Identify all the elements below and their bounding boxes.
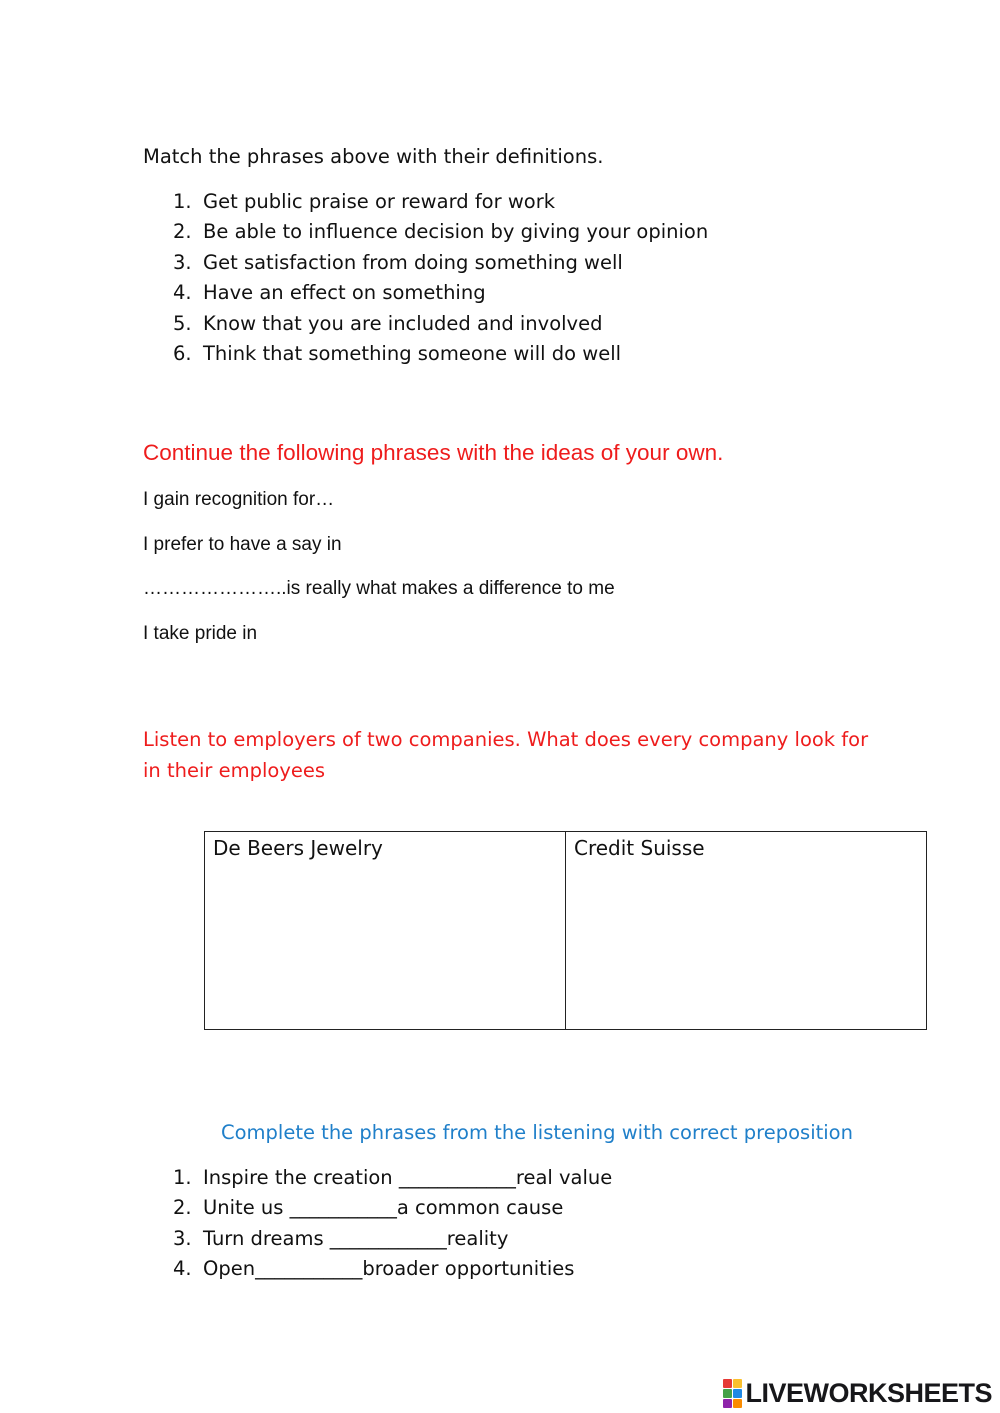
continue-phrases-heading: Continue the following phrases with the ideas of your own. xyxy=(143,440,724,465)
logo-square xyxy=(723,1379,732,1388)
logo-square xyxy=(733,1389,742,1398)
list-item: 2. Unite us ___________a common cause xyxy=(173,1196,564,1220)
column-header: Credit Suisse xyxy=(574,836,705,860)
preposition-list xyxy=(173,1163,612,1285)
list-item: 3. Get satisfaction from doing something well xyxy=(173,250,623,274)
prompt-recognition: I gain recognition for… xyxy=(143,489,335,510)
column-de-beers[interactable] xyxy=(205,832,566,1030)
list-item: 2. Be able to influence decision by giving your opinion xyxy=(173,220,709,244)
listen-heading-line-1: Listen to employers of two companies. What does every company look for xyxy=(143,728,869,751)
logo-square xyxy=(723,1399,732,1408)
definitions-list xyxy=(173,187,708,369)
list-item: 1. Get public praise or reward for work xyxy=(173,190,556,213)
list-item: 6. Think that something someone will do well xyxy=(173,341,622,365)
listen-heading-line-2: in their employees xyxy=(143,759,326,782)
companies-table xyxy=(204,831,927,1030)
logo-square xyxy=(723,1389,732,1398)
list-item: 3. Turn dreams ____________reality xyxy=(173,1226,509,1250)
logo-text: LIVEWORKSHEETS xyxy=(745,1378,992,1408)
prompt-take-pride: I take pride in xyxy=(143,623,258,644)
table-row xyxy=(205,832,927,1030)
prompt-difference: …………………..is really what makes a difference to me xyxy=(143,578,615,599)
prompt-have-a-say: I prefer to have a say in xyxy=(143,534,342,555)
logo-square xyxy=(733,1379,742,1388)
logo-square xyxy=(733,1399,742,1408)
liveworksheets-logo xyxy=(723,1378,992,1408)
list-item: 1. Inspire the creation ____________real value xyxy=(173,1166,613,1189)
match-instruction: Match the phrases above with their definitions. xyxy=(143,145,604,168)
list-item: 5. Know that you are included and involved xyxy=(173,311,603,335)
column-header: De Beers Jewelry xyxy=(213,836,383,860)
column-credit-suisse[interactable] xyxy=(566,832,927,1030)
list-item: 4. Open___________broader opportunities xyxy=(173,1257,575,1281)
liveworksheets-mark-icon xyxy=(723,1379,742,1408)
list-item: 4. Have an effect on something xyxy=(173,281,486,305)
complete-phrases-heading: Complete the phrases from the listening with correct preposition xyxy=(221,1121,853,1144)
